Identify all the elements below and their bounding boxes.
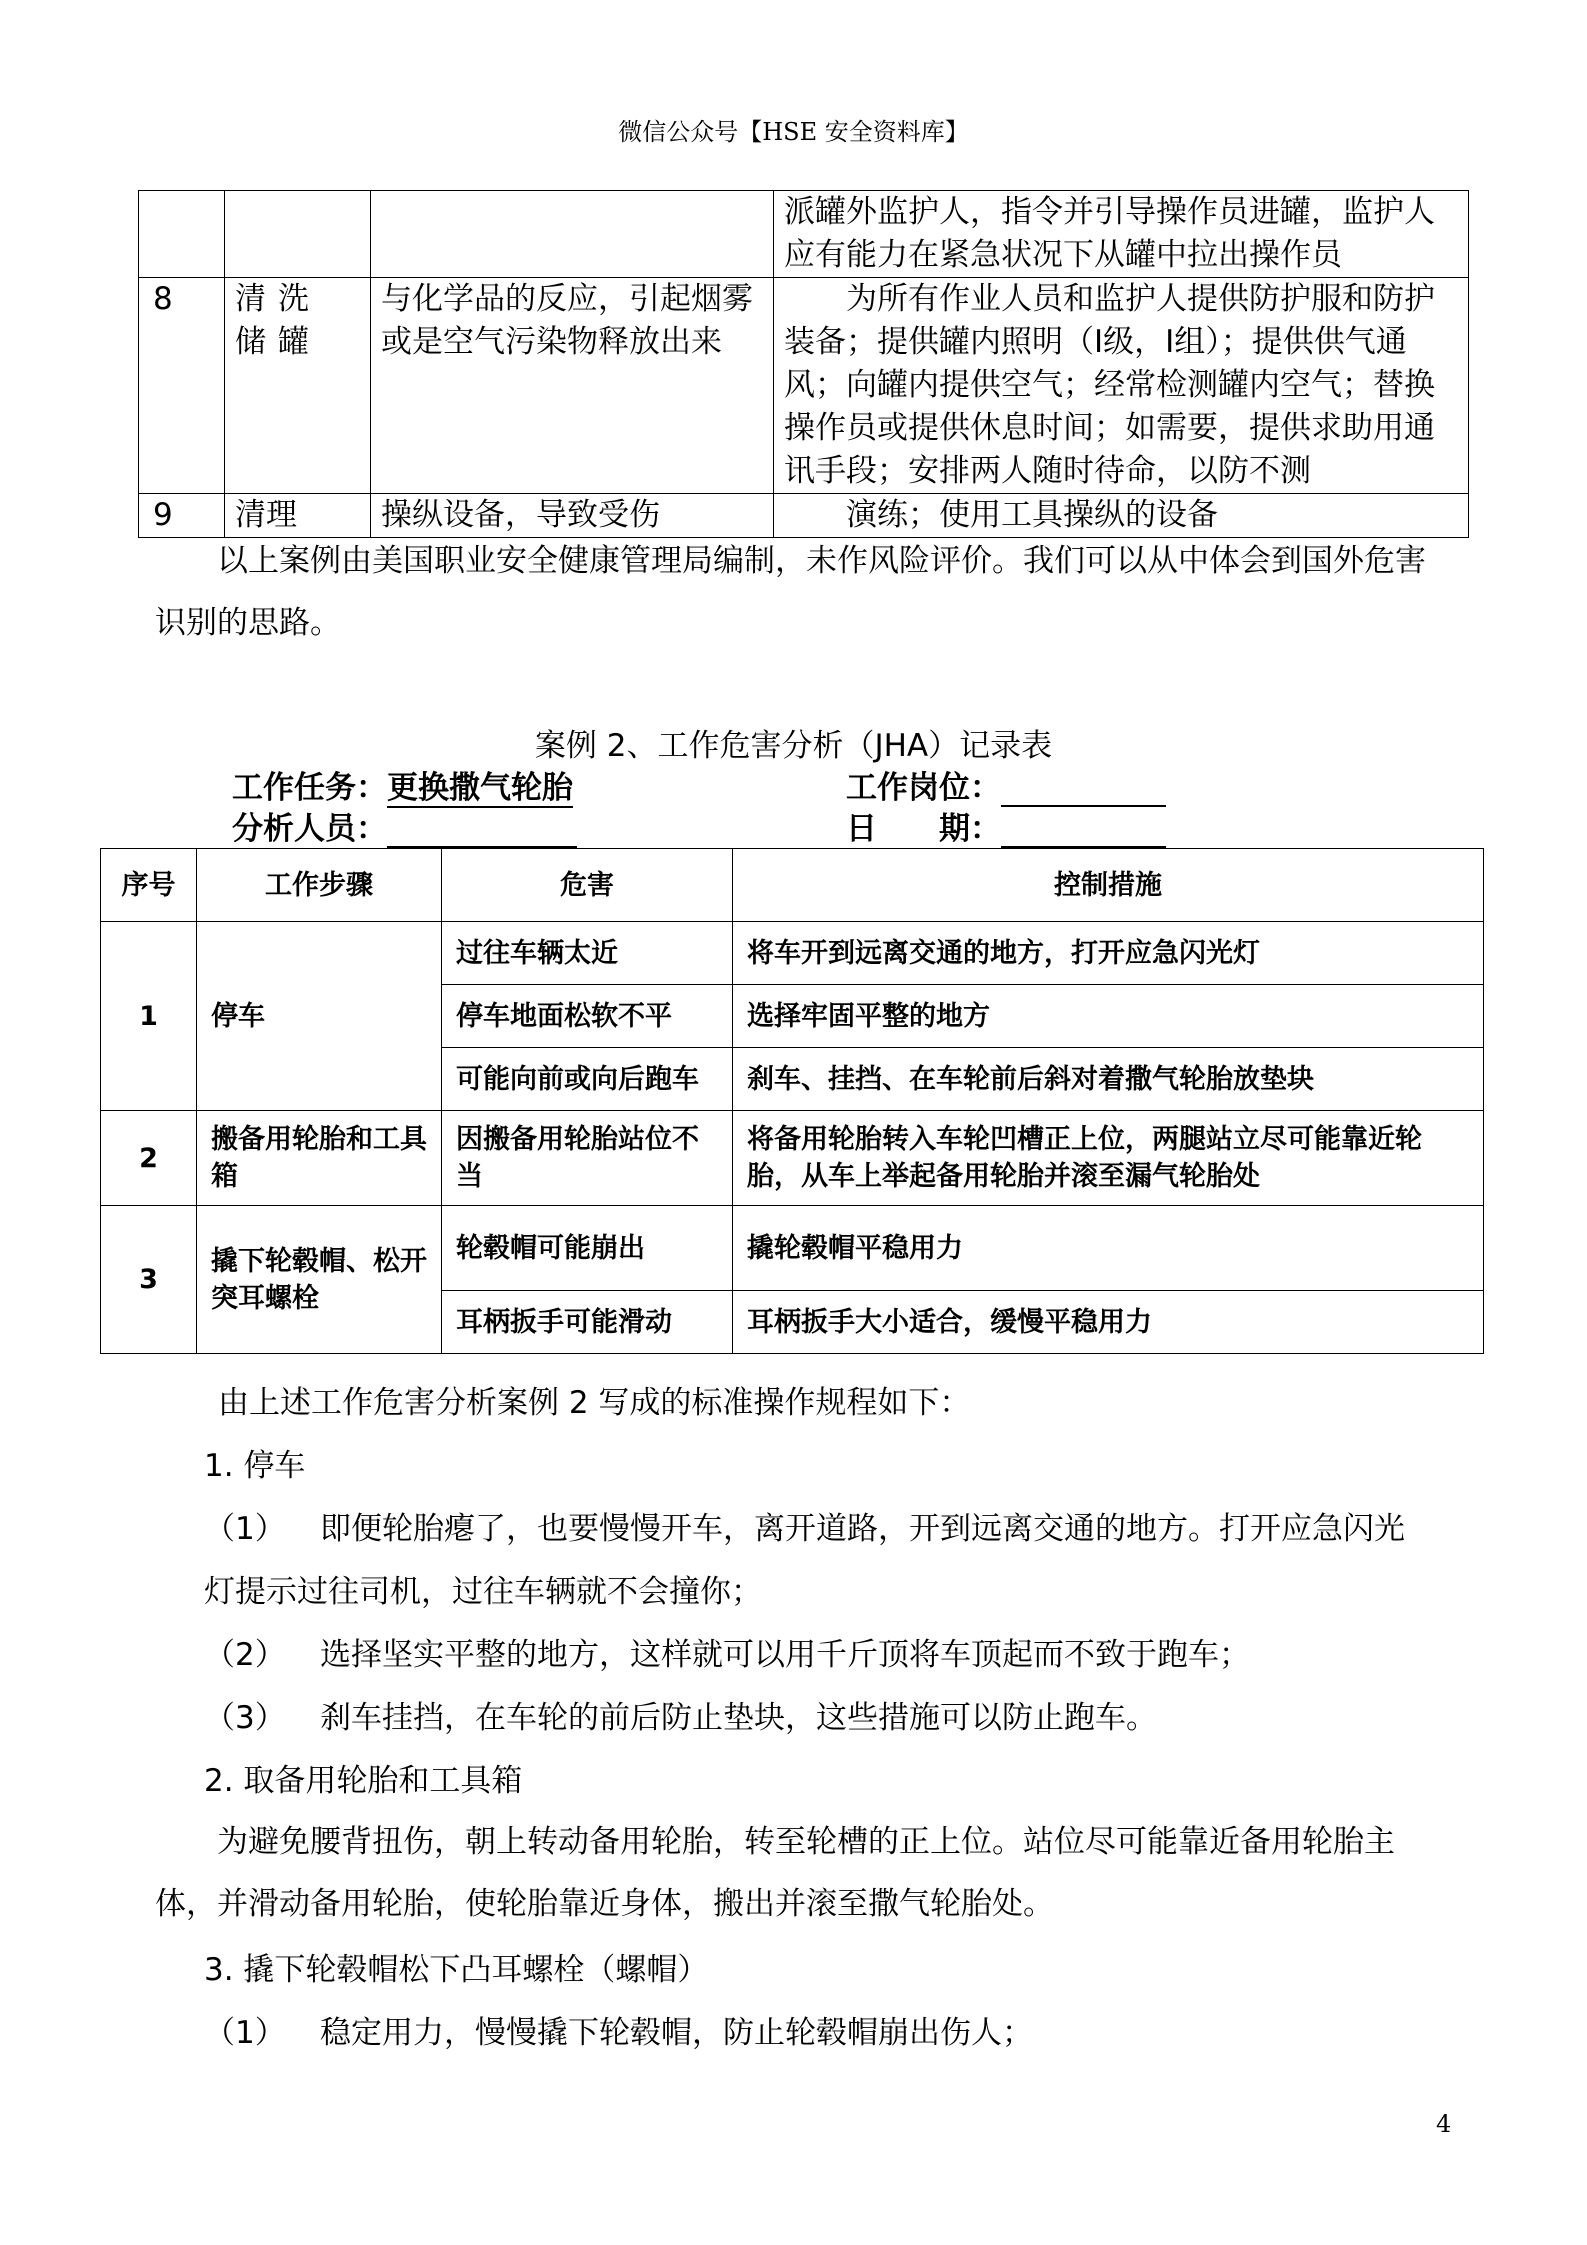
table-row bbox=[139, 278, 1469, 494]
header-step: 工作步骤 bbox=[197, 849, 442, 922]
task-field bbox=[232, 762, 573, 807]
table-row bbox=[139, 191, 1469, 278]
control-measure: 耳柄扳手大小适合，缓慢平稳用力 bbox=[733, 1291, 1484, 1354]
analyst-blank bbox=[387, 812, 577, 848]
task-value: 更换撒气轮胎 bbox=[387, 770, 573, 806]
post-label: 工作岗位： bbox=[846, 770, 1001, 806]
control-measure: 撬轮毂帽平稳用力 bbox=[733, 1206, 1484, 1291]
control-measure: 将备用轮胎转入车轮凹槽正上位，两腿站立尽可能靠近轮胎，从车上举起备用轮胎并滚至漏气轮胎处 bbox=[733, 1111, 1484, 1206]
post-field bbox=[846, 762, 1166, 807]
paragraph-summary: 以上案例由美国职业安全健康管理局编制，未作风险评价。我们可以从中体会到国外危害识别的思路。 bbox=[155, 543, 1426, 641]
item-number: （1） bbox=[204, 2015, 286, 2051]
work-step: 停车 bbox=[197, 922, 442, 1111]
control-measure: 将车开到远离交通的地方，打开应急闪光灯 bbox=[733, 922, 1484, 985]
work-step: 搬备用轮胎和工具箱 bbox=[197, 1111, 442, 1206]
post-blank bbox=[1001, 771, 1166, 807]
page-header: 微信公众号【HSE 安全资料库】 bbox=[618, 118, 969, 146]
item-number: （2） bbox=[204, 1637, 286, 1673]
date-blank bbox=[1001, 812, 1166, 848]
hazard: 轮毂帽可能崩出 bbox=[442, 1206, 733, 1291]
control-measure: 为所有作业人员和监护人提供防护服和防护装备；提供罐内照明（Ⅰ级，Ⅰ组）；提供供气通风；向罐内提供空气；经常检测罐内空气；替换操作员或提供休息时间；如需要，提供求助用通讯手段；安排两人随时待命，以防不测 bbox=[774, 278, 1469, 494]
item-text: 刹车挂挡，在车轮的前后防止垫块，这些措施可以防止跑车。 bbox=[320, 1700, 1157, 1736]
hazard: 可能向前或向后跑车 bbox=[442, 1048, 733, 1111]
item-text: 即便轮胎瘪了，也要慢慢开车，离开道路，开到远离交通的地方。打开应急闪光 bbox=[320, 1511, 1405, 1547]
row-number: 9 bbox=[139, 494, 225, 538]
hazard: 过往车辆太近 bbox=[442, 922, 733, 985]
hazard-table-continued bbox=[138, 190, 1469, 538]
date-field bbox=[846, 803, 1166, 848]
case2-title: 案例 2、工作危害分析（JHA）记录表 bbox=[534, 728, 1053, 764]
work-step: 清洗储罐 bbox=[225, 278, 371, 494]
hazard: 因搬备用轮胎站位不当 bbox=[442, 1111, 733, 1206]
work-step: 清理 bbox=[225, 494, 371, 538]
analyst-label: 分析人员： bbox=[232, 811, 387, 847]
row-number bbox=[139, 191, 225, 278]
control-measure: 派罐外监护人，指令并引导操作员进罐，监护人应有能力在紧急状况下从罐中拉出操作员 bbox=[774, 191, 1469, 278]
hazard bbox=[371, 191, 774, 278]
item-number: （3） bbox=[204, 1700, 286, 1736]
control-measure: 选择牢固平整的地方 bbox=[733, 985, 1484, 1048]
section2-title: 2. 取备用轮胎和工具箱 bbox=[204, 1763, 523, 1799]
page-number: 4 bbox=[1436, 2110, 1452, 2138]
section3-title: 3. 撬下轮毂帽松下凸耳螺栓（螺帽） bbox=[204, 1952, 709, 1988]
date-label: 日 期： bbox=[846, 811, 1001, 847]
section2-text: 为避免腰背扭伤，朝上转动备用轮胎，转至轮槽的正上位。站位尽可能靠近备用轮胎主体，并滑动备用轮胎，使轮胎靠近身体，搬出并滚至撒气轮胎处。 bbox=[155, 1824, 1395, 1922]
analyst-field bbox=[232, 803, 577, 848]
row-number: 1 bbox=[101, 922, 197, 1111]
control-measure: 演练；使用工具操纵的设备 bbox=[774, 494, 1469, 538]
control-measure: 刹车、挂挡、在车轮前后斜对着撒气轮胎放垫块 bbox=[733, 1048, 1484, 1111]
item-text-continued: 灯提示过往司机，过往车辆就不会撞你； bbox=[204, 1574, 762, 1610]
work-step: 撬下轮毂帽、松开突耳螺栓 bbox=[197, 1206, 442, 1354]
hazard: 耳柄扳手可能滑动 bbox=[442, 1291, 733, 1354]
hazard: 与化学品的反应，引起烟雾或是空气污染物释放出来 bbox=[371, 278, 774, 494]
hazard: 操纵设备，导致受伤 bbox=[371, 494, 774, 538]
section1-title: 1. 停车 bbox=[204, 1448, 306, 1484]
header-hazard: 危害 bbox=[442, 849, 733, 922]
row-number: 2 bbox=[101, 1111, 197, 1206]
item-text: 选择坚实平整的地方，这样就可以用千斤顶将车顶起而不致于跑车； bbox=[320, 1637, 1250, 1673]
jha-table bbox=[100, 848, 1484, 1354]
row-number: 3 bbox=[101, 1206, 197, 1354]
hazard: 停车地面松软不平 bbox=[442, 985, 733, 1048]
procedure-intro: 由上述工作危害分析案例 2 写成的标准操作规程如下： bbox=[218, 1385, 971, 1421]
table-row bbox=[101, 922, 1484, 985]
table-header-row bbox=[101, 849, 1484, 922]
task-label: 工作任务： bbox=[232, 770, 387, 806]
work-step bbox=[225, 191, 371, 278]
header-no: 序号 bbox=[101, 849, 197, 922]
table-row bbox=[101, 1206, 1484, 1291]
header-control: 控制措施 bbox=[733, 849, 1484, 922]
table-row bbox=[101, 1111, 1484, 1206]
item-number: （1） bbox=[204, 1511, 286, 1547]
row-number: 8 bbox=[139, 278, 225, 494]
item-text: 稳定用力，慢慢撬下轮毂帽，防止轮毂帽崩出伤人； bbox=[320, 2015, 1033, 2051]
